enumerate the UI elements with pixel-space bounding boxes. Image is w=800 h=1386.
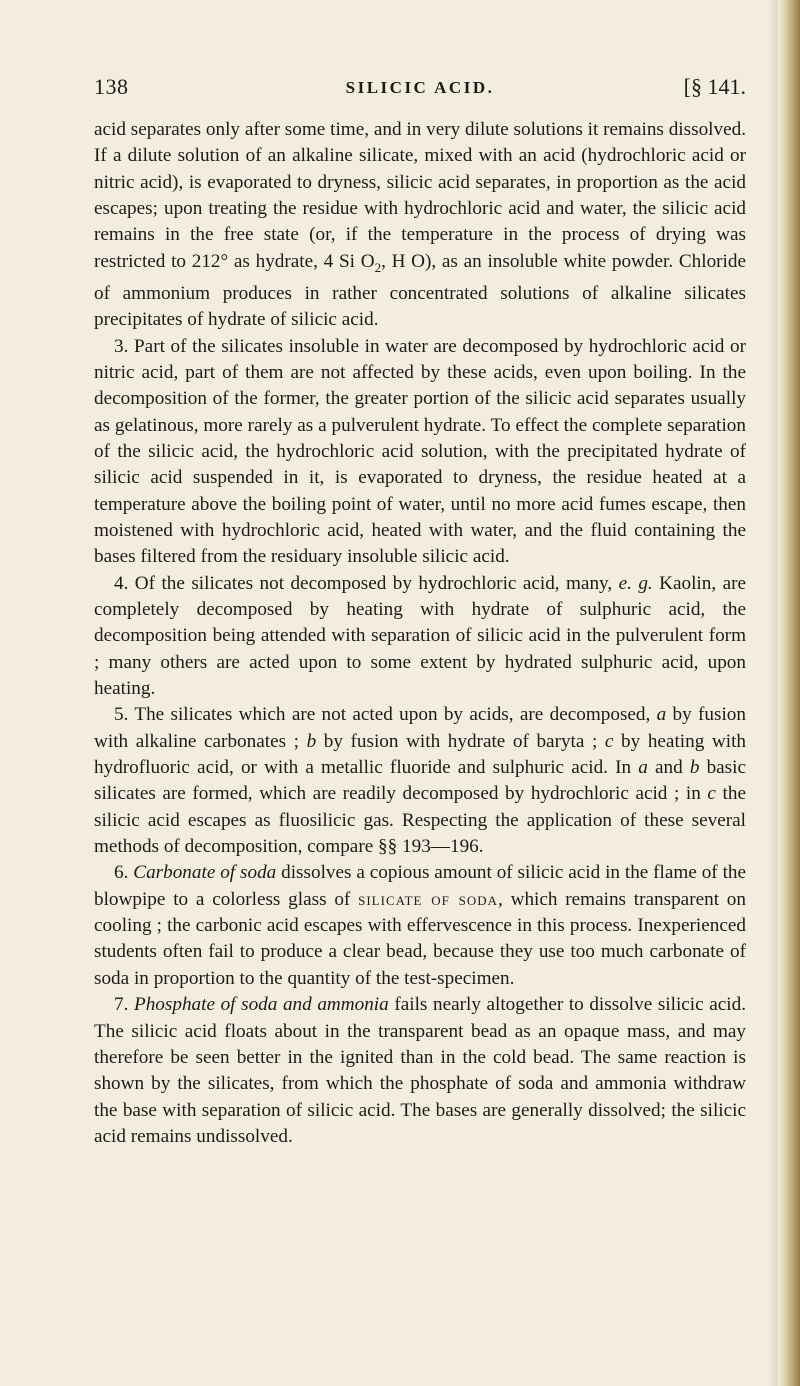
text-run: by heating with hydrofluoric acid, or with a metallic fluoride and sulphuric acid. In (94, 730, 746, 779)
text-run: 4. Of the silicates not decomposed by hydrochloric acid, many, (114, 572, 619, 594)
paragraph-4 (94, 571, 746, 703)
text-run: basic silicates are formed, which are readily decomposed by hydrochloric acid ; in (94, 757, 746, 805)
page-header (94, 74, 746, 108)
section-reference: [§ 141. (683, 74, 746, 99)
text-run: dissolves a copious amount of silicic acid in the flame of the blowpipe to a colorless glass of (94, 862, 747, 910)
text-run: 6. (114, 862, 134, 884)
body-text (94, 117, 746, 1150)
text-run: silicate of soda (358, 888, 499, 910)
text-run: Kaolin, are completely decomposed by heating with hydrate of sulphuric acid, the decomposition being attended with separation of silicic acid in the pulverulent form ; many others are acted upon to some extent by hydrated sulphuric acid, upon heating. (94, 572, 746, 700)
page-number: 138 (94, 74, 129, 99)
paragraph-continuation (94, 117, 746, 334)
text-run: 2 (374, 259, 382, 275)
text-run: by fusion with hydrate of baryta ; (316, 730, 605, 752)
text-run: acid separates only after some time, and in very dilute solutions it remains dissolved. If a dilute solution of an alkaline silicate, mixed with an acid (hydrochloric acid or nitric acid), is evaporated to dryness, silicic acid separates, in proportion as the acid escapes; upon treating the residue with hydrochloric acid and water, the silicic acid remains in the free state (or, if the temperature in the process of drying was restricted to 212° as hydrate, 4 Si O (94, 119, 746, 272)
text-run: fails nearly altogether to dissolve silicic acid. The silicic acid floats about in the transparent bead as an opaque mass, and may therefore be seen better in the ignited than in the cold bead. The same reaction is shown by the silicates, from which the phosphate of soda and ammonia withdraw the base with separation of silicic acid. The bases are generally dissolved; the silicic acid remains undissolved. (94, 994, 746, 1147)
paragraph-3 (94, 334, 746, 571)
text-run: a (638, 757, 648, 779)
page-edge-shadow (768, 0, 778, 1386)
text-run: the silicic acid escapes as fluosilicic gas. Respecting the application of these several methods of decomposition, compare §§ 193—196. (94, 783, 746, 858)
text-run: 7. (114, 994, 134, 1016)
text-run: 5. The silicates which are not acted upon by acids, are decomposed, (114, 704, 657, 726)
text-run: e. g. (618, 572, 653, 594)
page-edge (778, 0, 800, 1386)
text-run: Carbonate of soda (133, 862, 277, 884)
paragraph-7 (94, 992, 746, 1150)
text-run: by fusion with alkaline carbonates ; (94, 704, 746, 752)
text-run: b (689, 757, 700, 779)
text-run: Phosphate of soda and ammonia (133, 994, 389, 1016)
text-run: , H O), as an insoluble white powder. Chloride of ammonium produces in rather concentrated solutions of alkaline silicates precipitates of hydrate of silicic acid. (94, 250, 747, 331)
text-run: c (707, 783, 716, 805)
text-run: c (604, 730, 614, 752)
paragraph-6 (94, 860, 746, 992)
paragraph-5 (94, 702, 746, 860)
text-run: , which remains transparent on cooling ; the carbonic acid escapes with effervescence in this process. Inexperienced students often fail to produce a clear bead, because they use too much carbonate of soda in proportion to the quantity of the test-specimen. (94, 888, 746, 989)
text-run: a (656, 704, 667, 726)
text-run: b (306, 730, 317, 752)
text-run: and (647, 757, 690, 779)
text-run: 3. Part of the silicates insoluble in water are decomposed by hydrochloric acid or nitric acid, part of them are not affected by these acids, even upon boiling. In the decomposition of the former, the greater portion of the silicic acid separates usually as gelatinous, more rarely as a pulverulent hydrate. To effect the complete separation of the silicic acid, the hydrochloric acid solution, with the precipitated hydrate of silicic acid suspended in it, is evaporated to dryness, the residue heated at a temperature above the boiling point of water, until no more acid fumes escape, then moistened with hydrochloric acid, heated with water, and the fluid containing the bases filtered from the residuary insoluble silicic acid. (94, 335, 746, 568)
running-title: SILICIC ACID. (345, 78, 495, 97)
